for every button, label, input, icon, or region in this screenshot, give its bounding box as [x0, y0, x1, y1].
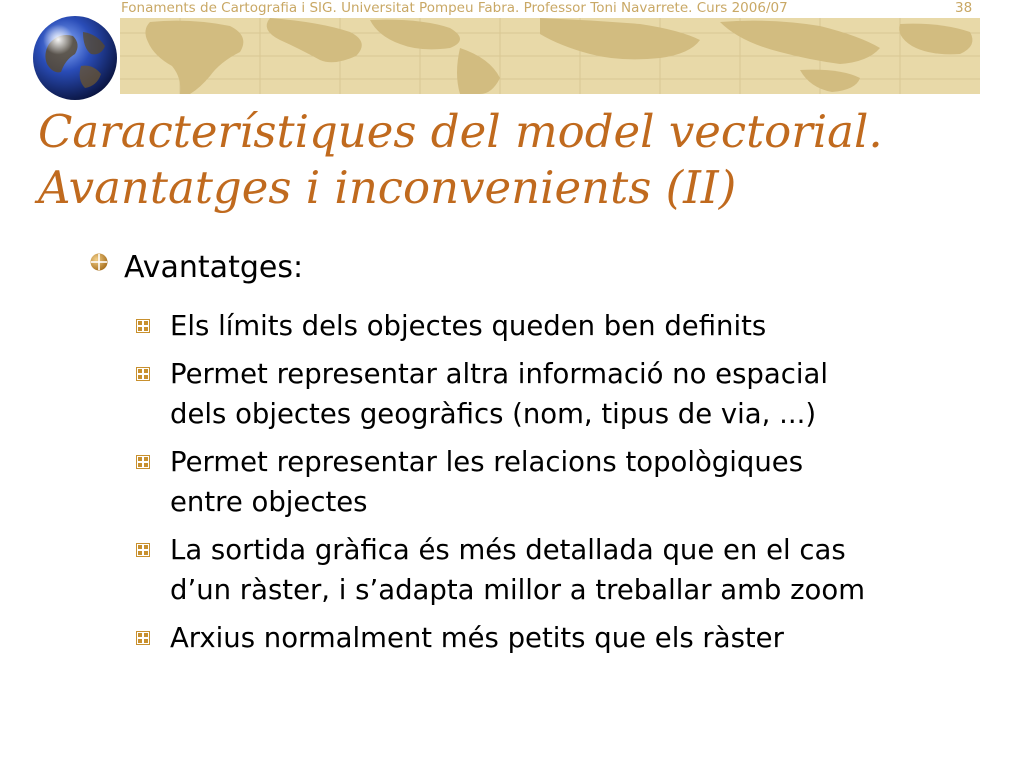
globe-icon	[31, 14, 119, 102]
list-item-text	[170, 354, 828, 434]
list-item-line: Arxius normalment més petits que els ràster	[170, 622, 784, 654]
course-header: Fonaments de Cartografia i SIG. Universitat Pompeu Fabra. Professor Toni Navarrete. Curs 2006/07	[121, 0, 788, 16]
list-item-line: La sortida gràfica és més detallada que en el cas	[170, 534, 846, 566]
list-item-line: Permet representar les relacions topològiques	[170, 446, 804, 478]
list-item-text	[170, 306, 766, 346]
square-bullet-icon	[136, 319, 150, 333]
circle-bullet-icon	[90, 253, 108, 271]
list-item-line: Els límits dels objectes queden ben definits	[170, 310, 767, 342]
square-bullet-icon	[136, 455, 150, 469]
list-item-text	[170, 442, 803, 522]
list-item	[136, 530, 1016, 610]
world-map-banner	[120, 18, 980, 94]
square-bullet-icon	[136, 367, 150, 381]
list-item-text	[170, 618, 784, 658]
list-item	[136, 354, 1016, 434]
list-item-text	[170, 530, 865, 610]
list-item-line: d’un ràster, i s’adapta millor a treballar amb zoom	[170, 574, 865, 606]
slide-title	[38, 104, 998, 216]
page-number: 38	[955, 0, 973, 16]
list-item-line: Permet representar altra informació no espacial	[170, 358, 828, 390]
section-heading-text: Avantatges:	[124, 250, 304, 285]
list-item-line: entre objectes	[170, 486, 368, 518]
title-line-2: Avantatges i inconvenients (II)	[38, 161, 737, 214]
list-item	[136, 618, 1016, 658]
section-heading	[90, 250, 303, 285]
square-bullet-icon	[136, 631, 150, 645]
square-bullet-icon	[136, 543, 150, 557]
title-line-1: Característiques del model vectorial.	[38, 105, 883, 158]
list-item	[136, 306, 1016, 346]
world-map-icon	[120, 18, 980, 94]
list-item	[136, 442, 1016, 522]
list-item-line: dels objectes geogràfics (nom, tipus de via, ...)	[170, 398, 817, 430]
bullet-list	[136, 306, 1016, 666]
